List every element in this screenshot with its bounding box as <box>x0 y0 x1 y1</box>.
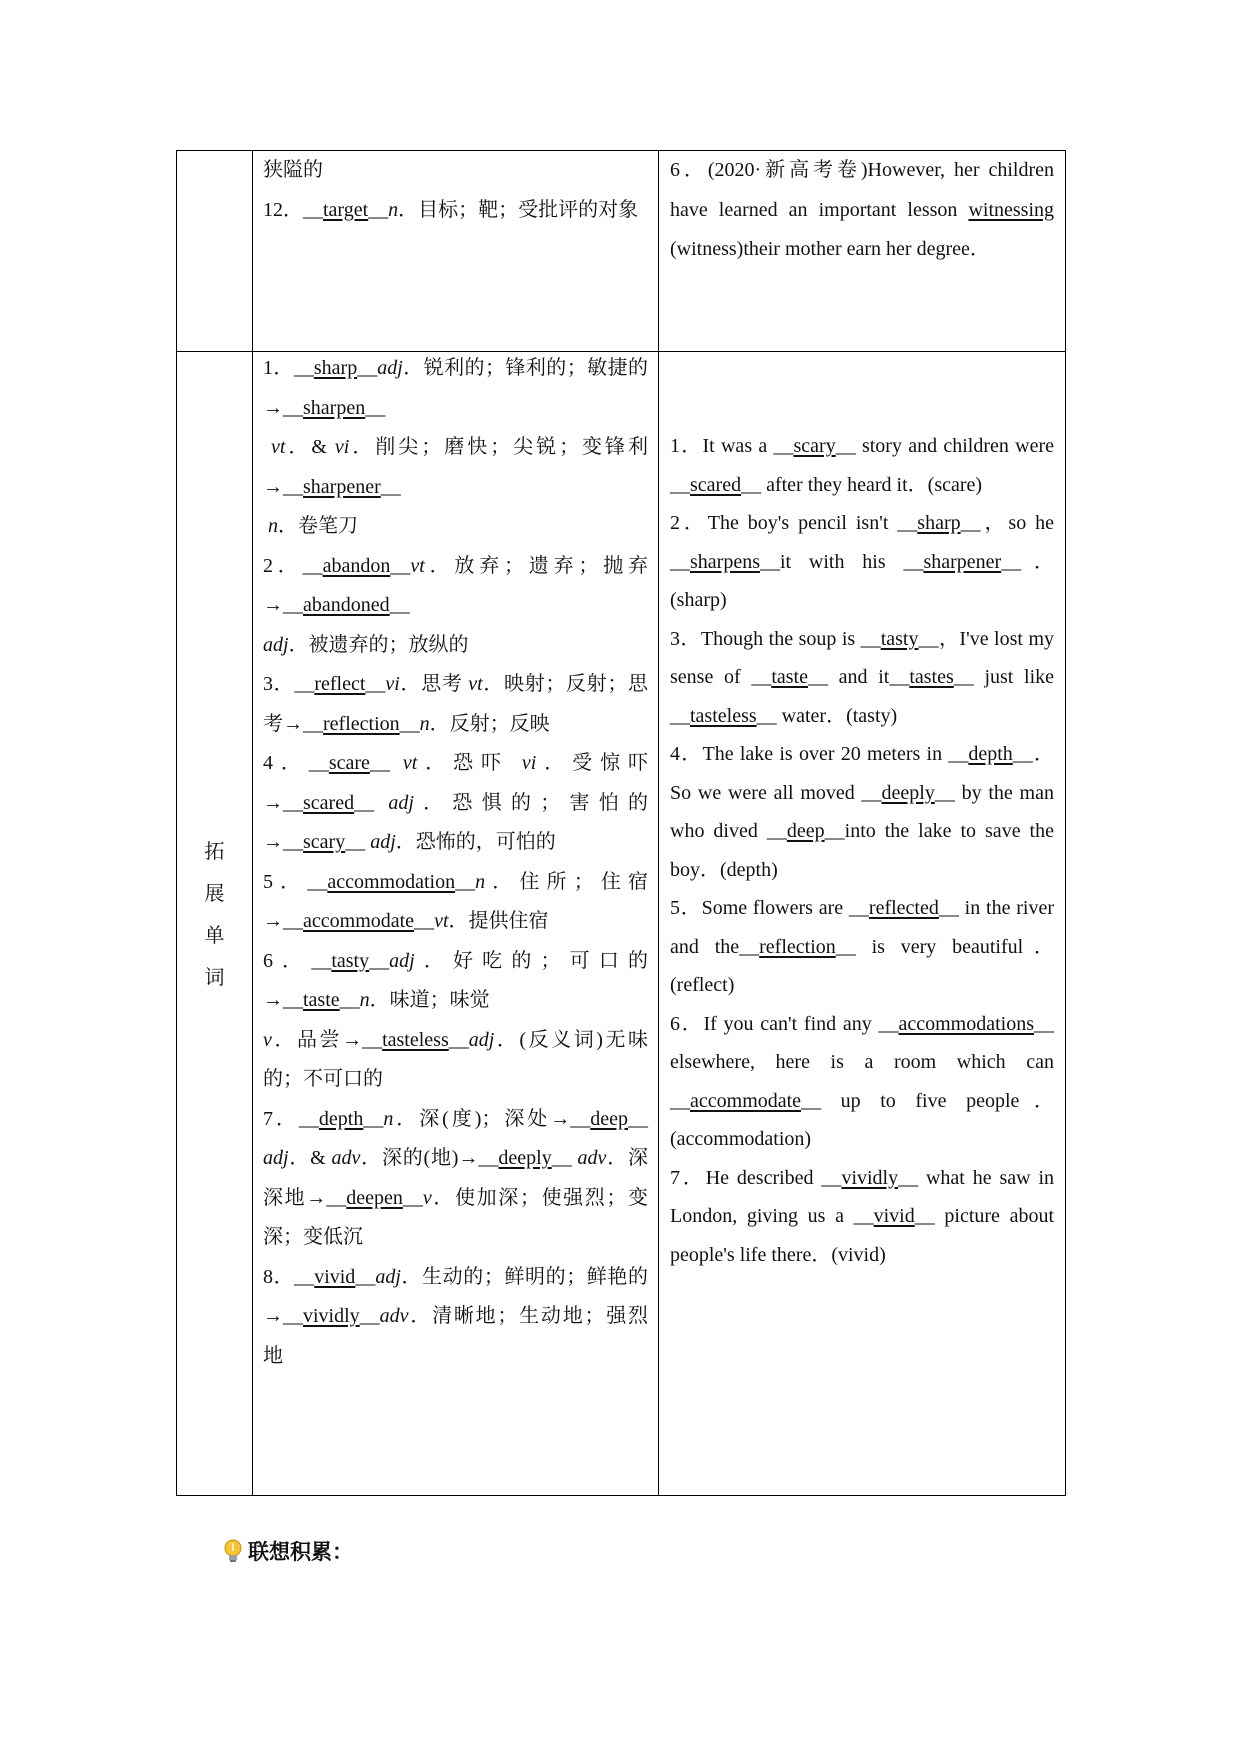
word-family-list <box>263 349 648 1376</box>
text-line: 1．It was a __scary__ story and children were __scared__ after they heard it．(scare) <box>670 435 1054 496</box>
word-family-cell <box>263 349 648 1376</box>
text-line: 8．__vivid__adj．生动的；鲜明的；鲜艳的→__vividly__adv．清晰地；生动地；强烈地 <box>263 1265 648 1367</box>
text-line: 2．The boy's pencil isn't __sharp__，so he __sharpens__it with his __sharpener__．(sharp) <box>670 512 1055 611</box>
section-label-extended-words <box>177 831 252 999</box>
exercise-list <box>670 427 1054 1274</box>
text-line: 7．He described __vividly__ what he saw in London, giving us a __vivid__ picture about people's life there．(vivid) <box>670 1166 1054 1266</box>
text-line: 6．(2020·新高考卷)However, her children have learned an important lesson witnessing (witness)their mother earn her degree． <box>670 159 1054 260</box>
text-line: 1．__sharp__adj．锐利的；锋利的；敏捷的→__sharpen__ <box>263 357 649 419</box>
vocabulary-table <box>176 150 1066 1496</box>
association-heading-text: 联想积累： <box>248 1540 353 1564</box>
text-line: 3．Though the soup is __tasty__，I've lost my sense of __taste__ and it__tastes__ just like __tasteless__ water．(tasty) <box>670 627 1054 727</box>
text-line: 4．__scare__ vt．恐吓 vi．受惊吓→__scared__ adj．恐惧的；害怕的→__scary__ adj．恐怖的，可怕的 <box>263 752 649 853</box>
section-label-char: 拓 <box>204 841 225 863</box>
top-row-example-cell <box>670 151 1054 270</box>
text-line: 6．__tasty__adj．好吃的；可口的→__taste__n．味道；味觉 <box>263 949 649 1011</box>
section-label-char: 单 <box>204 925 225 947</box>
text-line: 5．__accommodation__n．住所；住宿→__accommodate__vt．提供住宿 <box>263 870 649 932</box>
text-line: 5．Some flowers are __reflected__ in the river and the__reflection__ is very beautiful．(reflect) <box>670 897 1055 996</box>
text-line: 3．__reflect__vi．思考 vt．映射；反射；思考→__reflection__n．反射；反映 <box>263 673 649 735</box>
exercise-cell <box>670 427 1054 1274</box>
text-line: vt．& vi．削尖；磨快；尖锐；变锋利→__sharpener__ <box>263 436 649 498</box>
text-line: 7．__depth__n．深(度)；深处→__deep__ adj．& adv．深的(地)→__deeply__ adv．深深地→__deepen__v．使加深；使强烈；变深；变低沉 <box>263 1107 649 1248</box>
lightbulb-icon <box>222 1538 244 1564</box>
top-row-word-lines <box>263 151 648 230</box>
section-label-char: 词 <box>204 967 225 989</box>
text-line: 12．__target__n．目标；靶；受批评的对象 <box>263 198 639 221</box>
association-heading <box>222 1536 353 1566</box>
text-line: 2．__abandon__vt．放弃；遗弃；抛弃→__abandoned__ <box>263 554 649 616</box>
text-line: n．卷笔刀 <box>268 515 358 537</box>
top-row-word-cell <box>263 151 648 230</box>
text-line: 狭隘的 <box>263 159 323 181</box>
text-line: 6．If you can't find any __accommodations__ elsewhere, here is a room which can __accommodate__ up to five people．(accommodation) <box>670 1012 1054 1150</box>
section-label-char: 展 <box>204 883 225 905</box>
text-line: adj．被遗弃的；放纵的 <box>263 633 469 656</box>
text-line: 4．The lake is over 20 meters in __depth__．So we were all moved __deeply__ by the man who dived __deep__into the lake to save the boy．(depth) <box>670 743 1055 881</box>
column-divider <box>658 151 659 1495</box>
top-row-example-lines <box>670 151 1054 270</box>
column-divider <box>252 151 253 1495</box>
text-line: v．品尝→__tasteless__adj．(反义词)无味的；不可口的 <box>263 1028 648 1090</box>
